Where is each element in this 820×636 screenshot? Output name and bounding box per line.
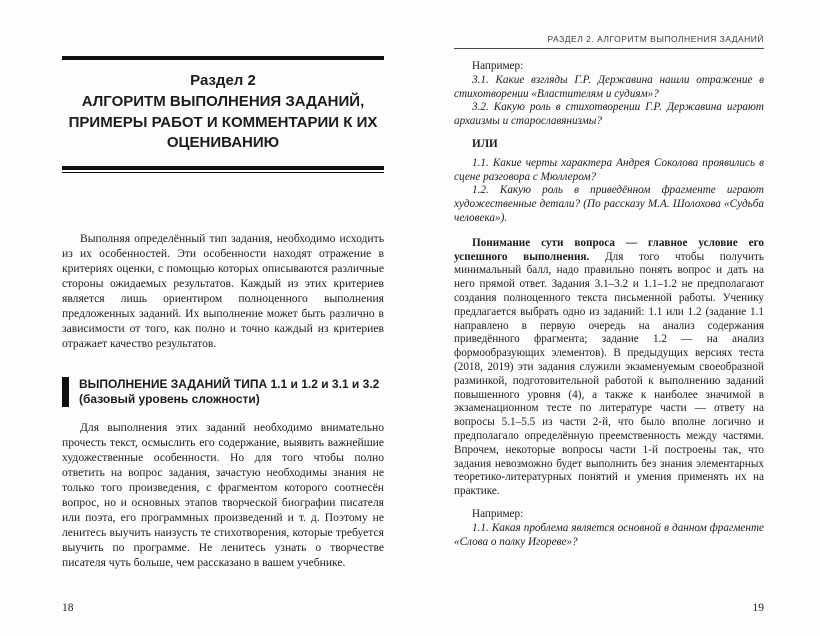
main-paragraph-bold-lead: Понимание сути вопроса — главное условие его успешного выполнения.	[454, 236, 764, 263]
right-page-content	[454, 60, 764, 549]
intro-paragraph: Выполняя определённый тип задания, необходимо исходить из их особенностей. Эти особенности находят отражение в критериях оценки, с помощью которых описываются различные стороны ожидаемых результатов. Каждый из этих критериев является лишь ориентиром полноценного выполнения предложенных заданий. Их выполнение может быть различно в зависимости от того, как полно и точно каждый из критериев отражает качество результатов.	[62, 232, 384, 351]
title-rule-top	[62, 56, 384, 60]
question-1-1: 1.1. Какие черты характера Андрея Соколова проявились в сцене разговора с Мюллером?	[454, 156, 764, 183]
question-1-1b: 1.1. Какая проблема является основной в данном фрагменте «Слова о полку Игореве»?	[454, 521, 764, 548]
question-3-1: 3.1. Какие взгляды Г.Р. Державина нашли отражение в стихотворении «Властителям и судиям»?	[454, 73, 764, 100]
page-number-right: 19	[752, 602, 764, 614]
main-paragraph	[454, 237, 764, 499]
chapter-title-block	[62, 56, 384, 173]
example-label-2: Например:	[472, 507, 524, 520]
page-number-left: 18	[62, 602, 74, 614]
title-rule-bottom	[62, 166, 384, 170]
chapter-label: Раздел 2	[190, 72, 256, 89]
section-subheading: ВЫПОЛНЕНИЕ ЗАДАНИЙ ТИПА 1.1 и 1.2 и 3.1 и 3.2 (базовый уровень сложности)	[62, 377, 384, 407]
question-1-2: 1.2. Какую роль в приведённом фрагменте играют художественные детали? (По рассказу М.А. Шолохова «Судьба человека»).	[454, 184, 764, 224]
title-rule-bottom-thin	[62, 172, 384, 173]
example-label: Например:	[472, 60, 524, 72]
or-label: ИЛИ	[472, 137, 498, 150]
chapter-title: АЛГОРИТМ ВЫПОЛНЕНИЯ ЗАДАНИЙ, ПРИМЕРЫ РАБОТ И КОММЕНТАРИИ К ИХ ОЦЕНИВАНИЮ	[68, 93, 378, 152]
body-paragraph: Для выполнения этих заданий необходимо внимательно прочесть текст, осмыслить его содержание, выявить важнейшие художественные особенности. Но для того чтобы полно ответить на вопрос задания, зачастую необходимы знания не только того произведения, с фрагментом которого соотнесён вопрос, но и основных этапов творческой биографии писателя или поэта, его программных произведений и т. д. Поэтому не ленитесь выучить наизусть те стихотворения, которые требуется выучить по программе. Не ленитесь узнать о творчестве писателя чуть больше, чем рассказано в вашем учебнике.	[62, 421, 384, 570]
page-right	[410, 0, 820, 636]
question-3-2: 3.2. Какую роль в стихотворении Г.Р. Державина играют архаизмы и старославянизмы?	[454, 101, 764, 128]
running-header: РАЗДЕЛ 2. АЛГОРИТМ ВЫПОЛНЕНИЯ ЗАДАНИЙ	[454, 34, 764, 49]
main-paragraph-body: Для того чтобы получить минимальный балл, надо правильно понять вопрос и дать на него прямой ответ. Задания 3.1–3.2 и 1.1–1.2 не предполагают создания полноценного текста письменной работы. Ученику предлагается выбрать одно из заданий: 1.1 или 1.2 (задание 1.1 направлено в первую очередь на анализ содержания приведённого фрагмента; задание 1.2 — на анализ формообразующих элементов). В предыдущих версиях теста (2018, 2019) эти задания служили экзаменуемым своеобразной разминкой, подготовительной работой к выполнению заданий повышенного уровня (4), а также к наиболее значимой в экзаменационном тесте по литературе части — ответу на вопросы 5.1–5.5 из части 2-й, что было вполне логично и предполагало определённую преемственность между частями. Впрочем, некоторые вопросы части 1-й построены так, что задания невозможно будет выполнить без знания элементарных теоретико-литературных понятий и умения применять их на практике.	[454, 250, 765, 498]
